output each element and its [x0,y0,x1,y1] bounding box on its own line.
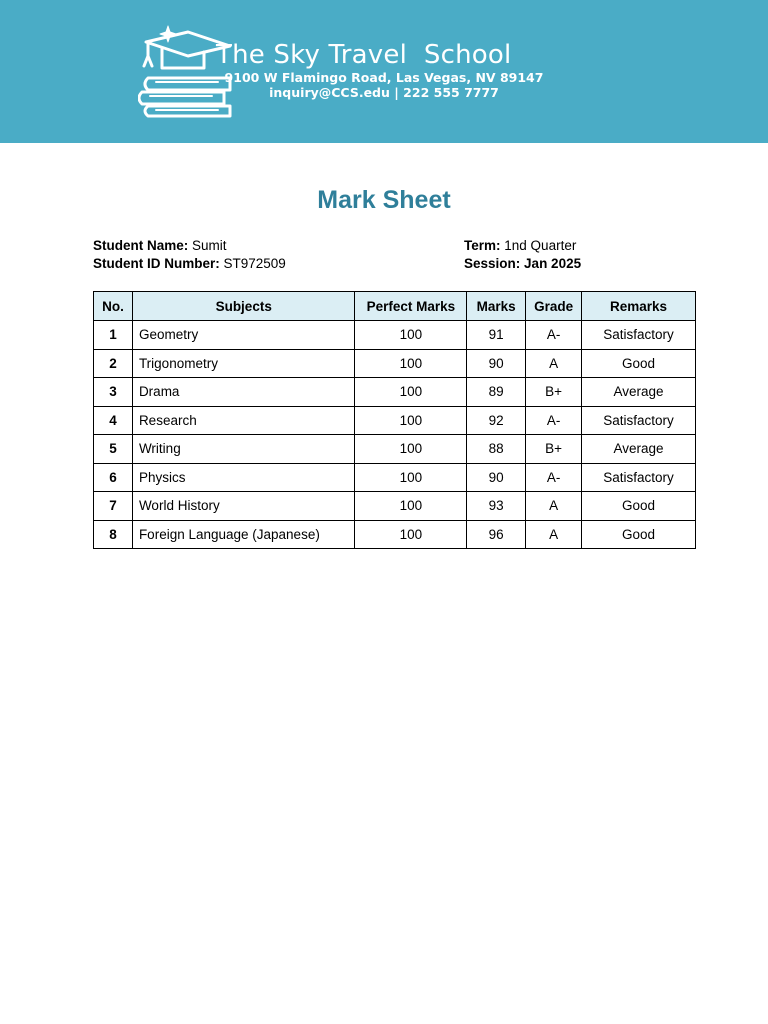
header-subjects: Subjects [132,292,355,321]
cell-perfect-marks: 100 [355,463,467,492]
cell-remarks: Good [582,349,696,378]
cell-remarks: Satisfactory [582,406,696,435]
student-id-row [93,256,286,271]
cell-grade: A [526,492,582,521]
term-label: Term: [464,238,501,253]
header-remarks: Remarks [582,292,696,321]
header-grade: Grade [526,292,582,321]
table-row [94,406,696,435]
cell-perfect-marks: 100 [355,349,467,378]
table-header-row [94,292,696,321]
cell-grade: A- [526,463,582,492]
cell-grade: B+ [526,378,582,407]
cell-subject: Trigonometry [132,349,355,378]
cell-marks: 90 [467,463,526,492]
cell-marks: 92 [467,406,526,435]
cell-no: 2 [94,349,133,378]
table-row [94,520,696,549]
cell-no: 5 [94,435,133,464]
cell-grade: B+ [526,435,582,464]
session-row [464,256,581,271]
table-row [94,378,696,407]
session-value: Jan 2025 [524,256,582,271]
cell-remarks: Average [582,378,696,407]
cell-grade: A- [526,406,582,435]
cell-perfect-marks: 100 [355,321,467,350]
school-contact: inquiry@CCS.edu | 222 555 7777 [269,85,499,100]
cell-remarks: Good [582,520,696,549]
cell-no: 7 [94,492,133,521]
cell-remarks: Average [582,435,696,464]
cell-subject: Research [132,406,355,435]
cell-subject: Physics [132,463,355,492]
cell-perfect-marks: 100 [355,378,467,407]
cell-marks: 96 [467,520,526,549]
cell-subject: Foreign Language (Japanese) [132,520,355,549]
cell-no: 6 [94,463,133,492]
table-row [94,349,696,378]
school-name: The Sky Travel School [216,40,512,70]
term-value: 1nd Quarter [504,238,577,253]
school-header [0,0,768,143]
cell-subject: Writing [132,435,355,464]
student-name-value: Sumit [192,238,227,253]
cell-subject: World History [132,492,355,521]
cell-marks: 91 [467,321,526,350]
term-row [464,238,576,253]
student-id-value: ST972509 [223,256,286,271]
marks-table [93,291,696,549]
student-id-label: Student ID Number: [93,256,220,271]
cell-perfect-marks: 100 [355,492,467,521]
header-marks: Marks [467,292,526,321]
cell-perfect-marks: 100 [355,520,467,549]
student-name-row [93,238,227,253]
header-no: No. [94,292,133,321]
cell-grade: A [526,520,582,549]
cell-marks: 88 [467,435,526,464]
cell-no: 3 [94,378,133,407]
school-address: 9100 W Flamingo Road, Las Vegas, NV 89147 [224,70,544,85]
cell-perfect-marks: 100 [355,435,467,464]
cell-subject: Drama [132,378,355,407]
cell-no: 1 [94,321,133,350]
cell-no: 4 [94,406,133,435]
table-row [94,435,696,464]
cell-remarks: Good [582,492,696,521]
table-row [94,463,696,492]
cell-subject: Geometry [132,321,355,350]
table-row [94,321,696,350]
cell-marks: 93 [467,492,526,521]
cell-marks: 90 [467,349,526,378]
page-title: Mark Sheet [317,186,451,214]
student-name-label: Student Name: [93,238,189,253]
cell-grade: A- [526,321,582,350]
cell-perfect-marks: 100 [355,406,467,435]
cell-remarks: Satisfactory [582,321,696,350]
cell-no: 8 [94,520,133,549]
cell-marks: 89 [467,378,526,407]
header-perfect-marks: Perfect Marks [355,292,467,321]
session-label: Session: [464,256,521,271]
cell-remarks: Satisfactory [582,463,696,492]
cell-grade: A [526,349,582,378]
table-row [94,492,696,521]
